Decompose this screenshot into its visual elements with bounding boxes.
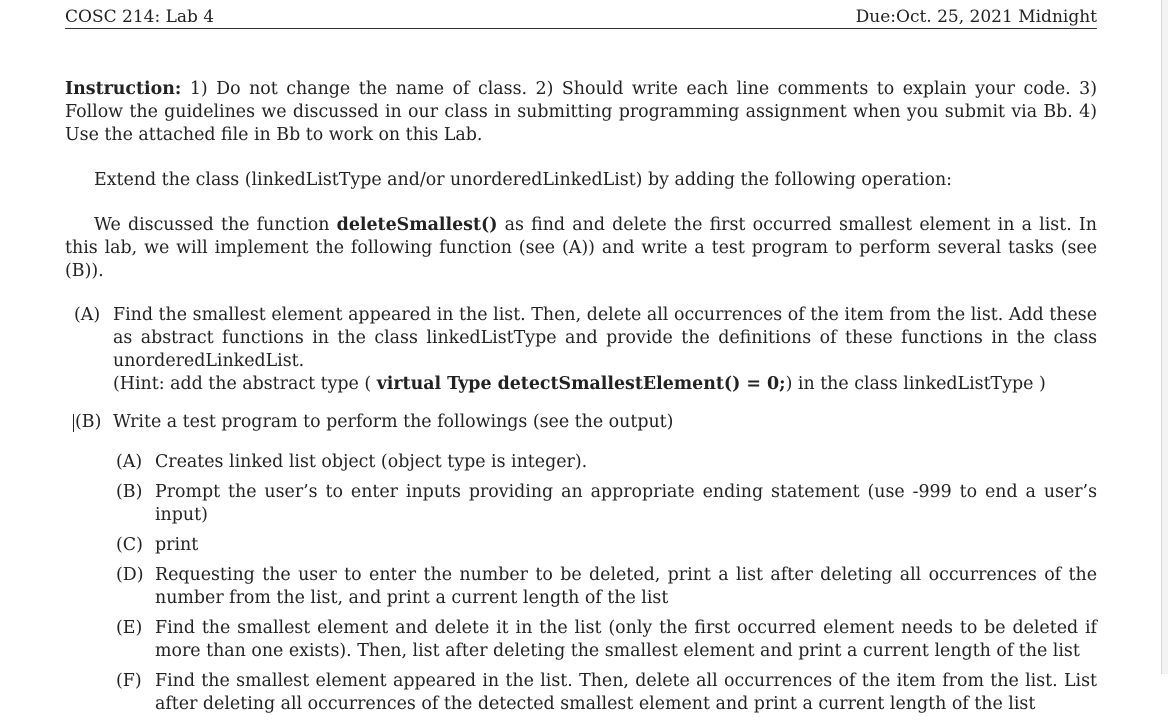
task-a-label: (A) <box>74 305 101 325</box>
discussed-paragraph <box>65 214 1097 283</box>
subtask-text: Prompt the user’s to enter inputs providing an appropriate ending statement (use -999 to end a user’s input) <box>155 482 1097 525</box>
instruction-paragraph <box>65 78 1097 147</box>
hint-code: virtual Type detectSmallestElement() = 0; <box>376 374 786 394</box>
extend-paragraph: Extend the class (linkedListType and/or unorderedLinkedList) by adding the following operation: <box>94 170 953 190</box>
function-name: deleteSmallest() <box>336 215 498 235</box>
subtask-label: (A) <box>116 452 143 472</box>
discussed-text-before: We discussed the function <box>94 215 337 235</box>
subtask-label: (B) <box>116 482 143 502</box>
list-item <box>65 451 1097 474</box>
task-b-label: (B) <box>75 412 102 432</box>
list-item <box>65 534 1097 557</box>
hint-text-after: ) in the class linkedListType ) <box>785 374 1046 394</box>
subtask-text: Requesting the user to enter the number to be deleted, print a list after deleting all occurrences of the number from the list, and print a current length of the list <box>155 565 1097 608</box>
subtask-text: print <box>155 535 199 555</box>
document-body <box>65 78 1097 723</box>
due-date: Due:Oct. 25, 2021 Midnight <box>855 7 1097 27</box>
vertical-scrollbar[interactable] <box>1161 0 1168 674</box>
course-title: COSC 214: Lab 4 <box>65 7 215 27</box>
subtask-label: (E) <box>116 618 143 638</box>
task-b-text: Write a test program to perform the followings (see the output) <box>113 412 674 432</box>
task-a-hint <box>113 374 1046 394</box>
instruction-text: 1) Do not change the name of class. 2) Should write each line comments to explain your code. 3) Follow the guidelines we discussed in our class in submitting programming assignment when you submit via Bb. 4) Use the attached file in Bb to work on this Lab. <box>65 79 1097 145</box>
list-item <box>65 481 1097 527</box>
subtask-label: (D) <box>116 565 144 585</box>
task-a-text: Find the smallest element appeared in the list. Then, delete all occurrences of the item from the list. Add these as abstract functions in the class linkedListType and provide the definitions of these functions in the class unorderedLinkedList. <box>113 305 1097 371</box>
task-a <box>65 304 1097 396</box>
subtask-label: (C) <box>116 535 143 555</box>
instruction-label: Instruction: <box>65 79 182 99</box>
hint-text-before: (Hint: add the abstract type ( <box>113 374 377 394</box>
text-cursor <box>73 414 74 432</box>
list-item <box>65 564 1097 610</box>
task-b <box>65 411 1097 434</box>
list-item <box>65 617 1097 663</box>
list-item <box>65 670 1097 716</box>
subtask-text: Creates linked list object (object type is integer). <box>155 452 588 472</box>
discussed-text-after: as find and delete the first occurred smallest element in a list. In this lab, we will implement the following function (see (A)) and write a test program to perform several tasks (see (B)). <box>65 215 1097 281</box>
subtask-label: (F) <box>116 671 142 691</box>
page-header <box>65 6 1097 29</box>
subtask-text: Find the smallest element appeared in the list. Then, delete all occurrences of the item from the list. List after deleting all occurrences of the detected smallest element and print a current length of the list <box>155 671 1097 714</box>
subtask-text: Find the smallest element and delete it in the list (only the first occurred element needs to be deleted if more than one exists). Then, list after deleting the smallest element and print a current length of the list <box>155 618 1097 661</box>
